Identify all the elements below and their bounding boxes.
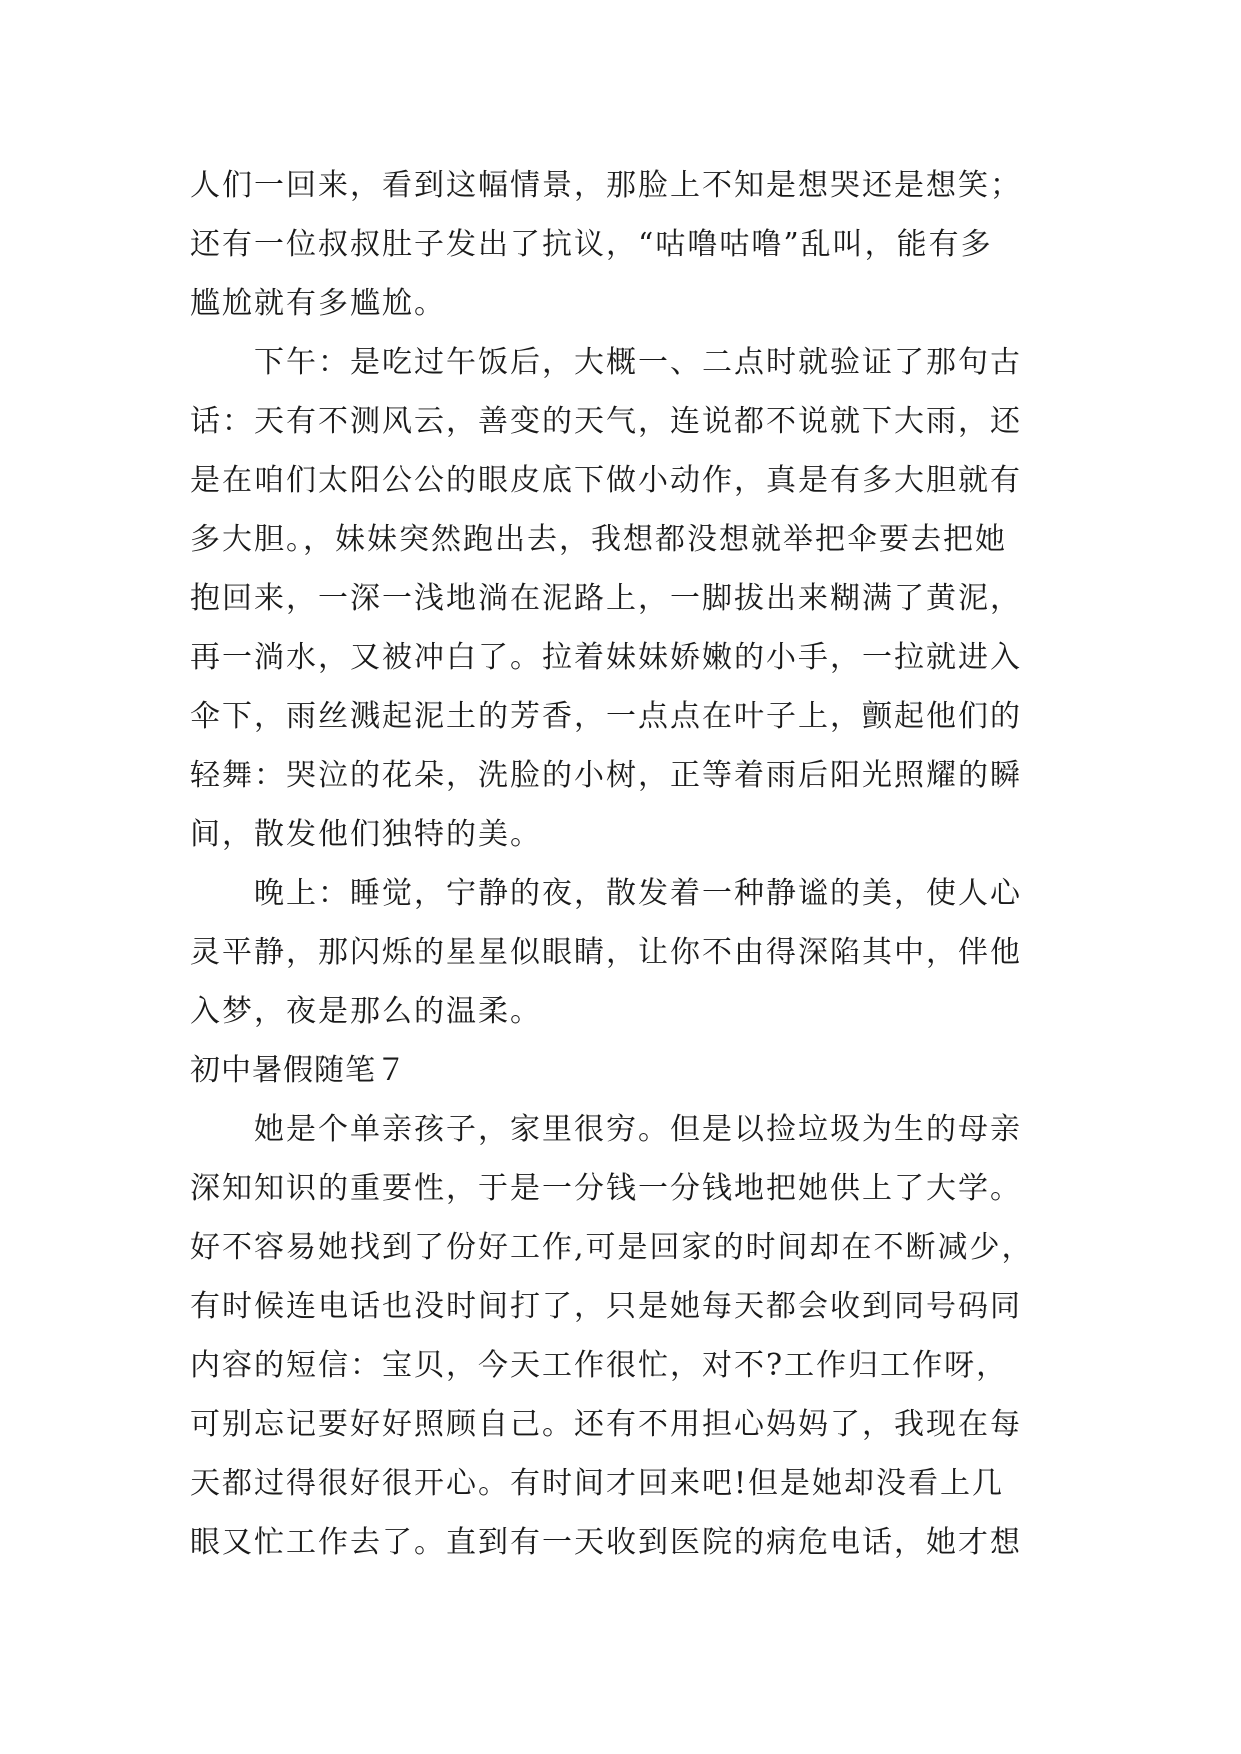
text-line: 好不容易她找到了份好工作,可是回家的时间却在不断减少， bbox=[190, 1230, 1034, 1265]
text-line: 抱回来，一深一浅地淌在泥路上，一脚拔出来糊满了黄泥， bbox=[190, 581, 1022, 616]
text-line: 晚上：睡觉，宁静的夜，散发着一种静谧的美，使人心 bbox=[254, 876, 1022, 911]
text-line: 多大胆。，妹妹突然跑出去，我想都没想就举把伞要去把她 bbox=[190, 522, 1007, 557]
document-body bbox=[190, 156, 1070, 1572]
text-line: 尴尬就有多尴尬。 bbox=[190, 286, 446, 321]
text-line: 她是个单亲孩子，家里很穷。但是以捡垃圾为生的母亲 bbox=[254, 1112, 1022, 1147]
text-line: 轻舞：哭泣的花朵，洗脸的小树，正等着雨后阳光照耀的瞬 bbox=[190, 758, 1022, 793]
text-line: 还有一位叔叔肚子发出了抗议，“咕噜咕噜”乱叫，能有多 bbox=[190, 227, 993, 262]
text-line: 间，散发他们独特的美。 bbox=[190, 817, 542, 852]
text-line: 是在咱们太阳公公的眼皮底下做小动作，真是有多大胆就有 bbox=[190, 463, 1022, 498]
text-line: 眼又忙工作去了。直到有一天收到医院的病危电话，她才想 bbox=[190, 1525, 1022, 1560]
text-line: 深知知识的重要性，于是一分钱一分钱地把她供上了大学。 bbox=[190, 1171, 1022, 1206]
section-heading: 初中暑假随笔７ bbox=[190, 1053, 407, 1088]
text-line: 可别忘记要好好照顾自己。还有不用担心妈妈了，我现在每 bbox=[190, 1407, 1022, 1442]
text-line: 有时候连电话也没时间打了，只是她每天都会收到同号码同 bbox=[190, 1289, 1022, 1324]
text-line: 入梦，夜是那么的温柔。 bbox=[190, 994, 542, 1029]
text-line: 内容的短信：宝贝，今天工作很忙，对不?工作归工作呀， bbox=[190, 1348, 1009, 1383]
text-line: 灵平静，那闪烁的星星似眼睛，让你不由得深陷其中，伴他 bbox=[190, 935, 1022, 970]
text-line: 人们一回来，看到这幅情景，那脸上不知是想哭还是想笑； bbox=[190, 168, 1022, 203]
text-line: 天都过得很好很开心。有时间才回来吧!但是她却没看上几 bbox=[190, 1466, 1005, 1501]
text-line: 下午：是吃过午饭后，大概一、二点时就验证了那句古 bbox=[254, 345, 1022, 380]
text-line: 再一淌水，又被冲白了。拉着妹妹娇嫩的小手，一拉就进入 bbox=[190, 640, 1022, 675]
text-line: 伞下，雨丝溅起泥土的芳香，一点点在叶子上，颤起他们的 bbox=[190, 699, 1022, 734]
text-line: 话：天有不测风云，善变的天气，连说都不说就下大雨，还 bbox=[190, 404, 1022, 439]
